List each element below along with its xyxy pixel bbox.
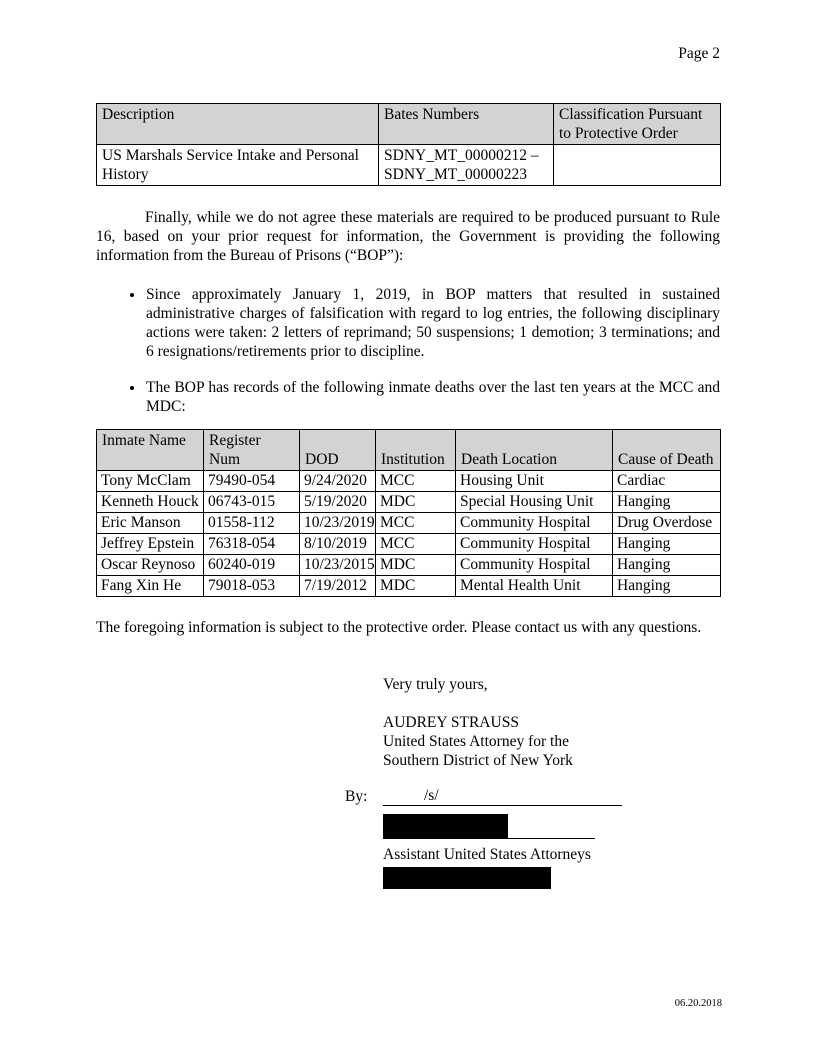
deaths-table-header (97, 430, 721, 471)
table-cell: 8/10/2019 (300, 534, 376, 555)
table-row (97, 576, 721, 597)
table-cell: Drug Overdose (613, 513, 721, 534)
table-cell: 10/23/2019 (300, 513, 376, 534)
signer-title-line: Southern District of New York (383, 752, 573, 769)
signer-name: AUDREY STRAUSS (383, 714, 519, 731)
bullet-item: • Since approximately January 1, 2019, in BOP matters that resulted in sustained administrative charges of falsification with regard to log entries, the following disciplinary actions were taken: 2 letters of reprimand; 50 suspensions; 1 demotion; 3 terminations; and 6 resignations/retirements prior to discipline. (145, 285, 720, 361)
table-cell: MDC (376, 555, 456, 576)
table-cell: Special Housing Unit (456, 492, 613, 513)
table-cell (554, 145, 721, 186)
assistants-label: Assistant United States Attorneys (383, 846, 591, 863)
table-row (97, 492, 721, 513)
table-cell: Kenneth Houck (97, 492, 204, 513)
redacted-name-line (383, 814, 595, 839)
table-cell: MDC (376, 576, 456, 597)
bullet-item: • The BOP has records of the following inmate deaths over the last ten years at the MCC and MDC: (145, 378, 720, 416)
table-cell: 5/19/2020 (300, 492, 376, 513)
signer-title-line: United States Attorney for the (383, 733, 569, 750)
column-header: Bates Numbers (379, 104, 554, 145)
table-cell: 9/24/2020 (300, 471, 376, 492)
header-row (97, 430, 721, 471)
bates-table-body (97, 145, 721, 186)
table-cell: MDC (376, 492, 456, 513)
table-cell: 76318-054 (204, 534, 300, 555)
table-cell: MCC (376, 471, 456, 492)
by-label: By: (345, 788, 368, 805)
signature-block (383, 675, 720, 770)
table-cell: 06743-015 (204, 492, 300, 513)
signature-mark: /s/ (424, 787, 439, 804)
table-cell: Hanging (613, 555, 721, 576)
redaction-bar (383, 867, 551, 889)
table-row (97, 471, 721, 492)
table-cell: MCC (376, 534, 456, 555)
by-line (345, 786, 720, 806)
table-cell: SDNY_MT_00000212 – SDNY_MT_00000223 (379, 145, 554, 186)
table-cell: Cardiac (613, 471, 721, 492)
table-cell: Hanging (613, 576, 721, 597)
table-cell: Mental Health Unit (456, 576, 613, 597)
table-cell: US Marshals Service Intake and Personal History (97, 145, 379, 186)
table-cell: Community Hospital (456, 534, 613, 555)
column-header: Description (97, 104, 379, 145)
table-cell: 7/19/2012 (300, 576, 376, 597)
table-cell: Community Hospital (456, 513, 613, 534)
table-cell: 79490-054 (204, 471, 300, 492)
column-header: DOD (300, 430, 376, 471)
bullet-list (96, 285, 720, 416)
column-header: Classification Pursuant to Protective Order (554, 104, 721, 145)
table-cell: 10/23/2015 (300, 555, 376, 576)
page-number: Page 2 (678, 45, 720, 62)
table-cell: Tony McClam (97, 471, 204, 492)
signature-line (383, 786, 622, 806)
signer-name-block (383, 713, 720, 770)
table-cell: MCC (376, 513, 456, 534)
column-header: Inmate Name (97, 430, 204, 471)
table-cell: 79018-053 (204, 576, 300, 597)
table-cell: Oscar Reynoso (97, 555, 204, 576)
table-cell: 60240-019 (204, 555, 300, 576)
column-header: Register Num (204, 430, 300, 471)
closing-paragraph: The foregoing information is subject to the protective order. Please contact us with any questions. (96, 619, 702, 636)
redaction-bar (383, 814, 508, 838)
table-row (97, 555, 721, 576)
table-cell: Jeffrey Epstein (97, 534, 204, 555)
table-row (97, 534, 721, 555)
table-row (97, 145, 721, 186)
footer-date: 06.20.2018 (674, 998, 722, 1009)
table-cell: Fang Xin He (97, 576, 204, 597)
table-cell: 01558-112 (204, 513, 300, 534)
table-row (97, 513, 721, 534)
column-header: Death Location (456, 430, 613, 471)
bates-table (96, 103, 721, 186)
table-cell: Housing Unit (456, 471, 613, 492)
column-header: Institution (376, 430, 456, 471)
header-row (97, 104, 721, 145)
intro-paragraph: Finally, while we do not agree these materials are required to be produced pursuant to Rule 16, based on your prior request for information, the Government is providing the following information from the Bureau of Prisons (“BOP”): (96, 209, 720, 264)
valediction: Very truly yours, (383, 676, 488, 693)
table-cell: Eric Manson (97, 513, 204, 534)
column-header: Cause of Death (613, 430, 721, 471)
table-cell: Hanging (613, 534, 721, 555)
table-cell: Hanging (613, 492, 721, 513)
deaths-table-body (97, 471, 721, 597)
table-cell: Community Hospital (456, 555, 613, 576)
inmate-deaths-table (96, 429, 721, 597)
bates-table-header (97, 104, 721, 145)
